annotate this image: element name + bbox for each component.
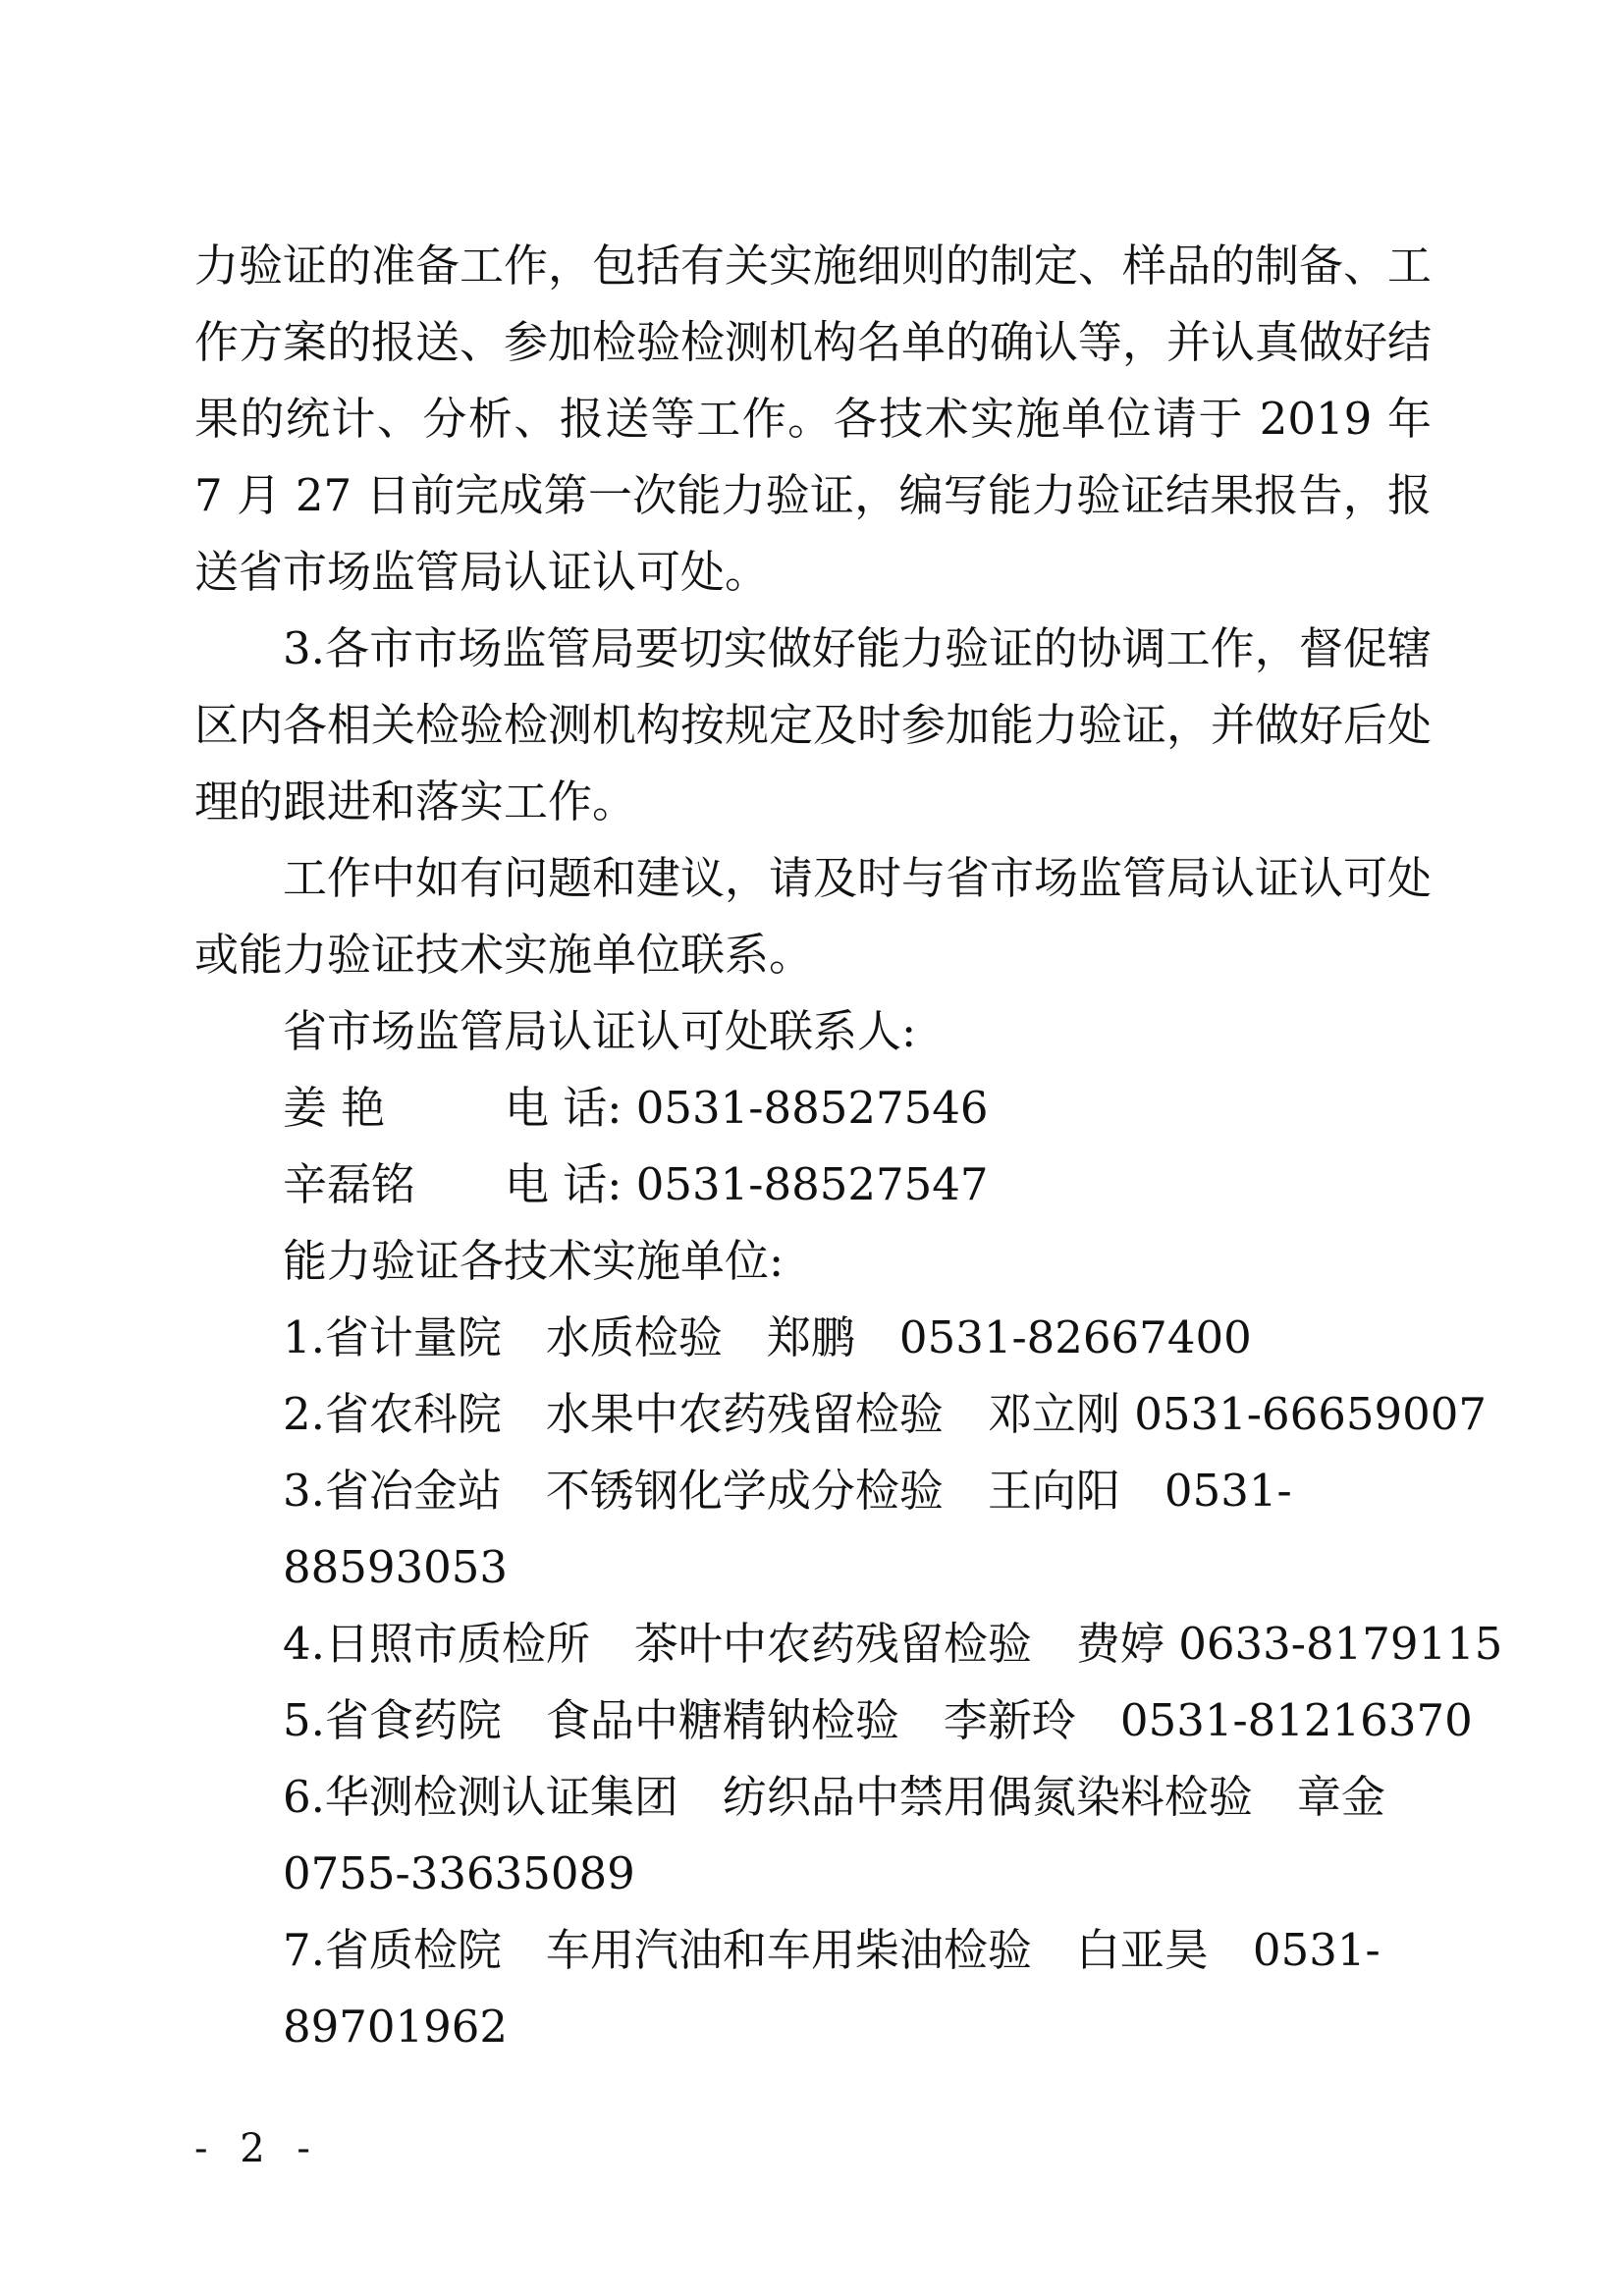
contact-label: 电 话:: [505, 1158, 623, 1210]
contact-name: 辛磊铭: [283, 1158, 416, 1210]
paragraph-continuation: 力验证的准备工作，包括有关实施细则的制定、样品的制备、工作方案的报送、参加检验检测机构名单的确认等，并认真做好结果的统计、分析、报送等工作。各技术实施单位请于 2019 年 7 月 27 日前完成第一次能力验证，编写能力验证结果报告，报送省市场监管局认证认可处。: [194, 240, 1433, 598]
paragraph-item-3: 3.各市市场监管局要切实做好能力验证的协调工作，督促辖区内各相关检验检测机构按规定及时参加能力验证，并做好后处理的跟进和落实工作。: [194, 622, 1433, 828]
paragraph-contact-note: 工作中如有问题和建议，请及时与省市场监管局认证认可处或能力验证技术实施单位联系。: [194, 852, 1433, 981]
unit-item-6: 6.华测检测认证集团 纺织品中禁用偶氮染料检验 章金 0755-33635089: [283, 1771, 1385, 1899]
units-heading: 能力验证各技术实施单位:: [283, 1235, 785, 1287]
unit-item-3: 3.省冶金站 不锈钢化学成分检验 王向阳 0531-88593053: [283, 1465, 1292, 1593]
unit-item-5: 5.省食药院 食品中糖精钠检验 李新玲 0531-81216370: [283, 1694, 1473, 1746]
contacts-heading: 省市场监管局认证认可处联系人:: [283, 1005, 917, 1057]
unit-item-7: 7.省质检院 车用汽油和车用柴油检验 白亚昊 0531-89701962: [283, 1924, 1380, 2053]
unit-item-2: 2.省农科院 水果中农药残留检验 邓立刚 0531-66659007: [283, 1388, 1488, 1440]
unit-item-4: 4.日照市质检所 茶叶中农药残留检验 费婷 0633-8179115: [283, 1618, 1503, 1670]
contact-line: [194, 1147, 1432, 1223]
contact-line: [194, 1070, 1432, 1147]
unit-item-1: 1.省计量院 水质检验 郑鹏 0531-82667400: [283, 1311, 1252, 1363]
page-number: - 2 -: [194, 2126, 320, 2171]
document-body: [194, 228, 1503, 2065]
contact-name: 姜 艳: [283, 1082, 386, 1134]
contact-phone: 0531-88527547: [635, 1158, 989, 1210]
contact-label: 电 话:: [505, 1082, 623, 1134]
contact-phone: 0531-88527546: [635, 1082, 989, 1134]
